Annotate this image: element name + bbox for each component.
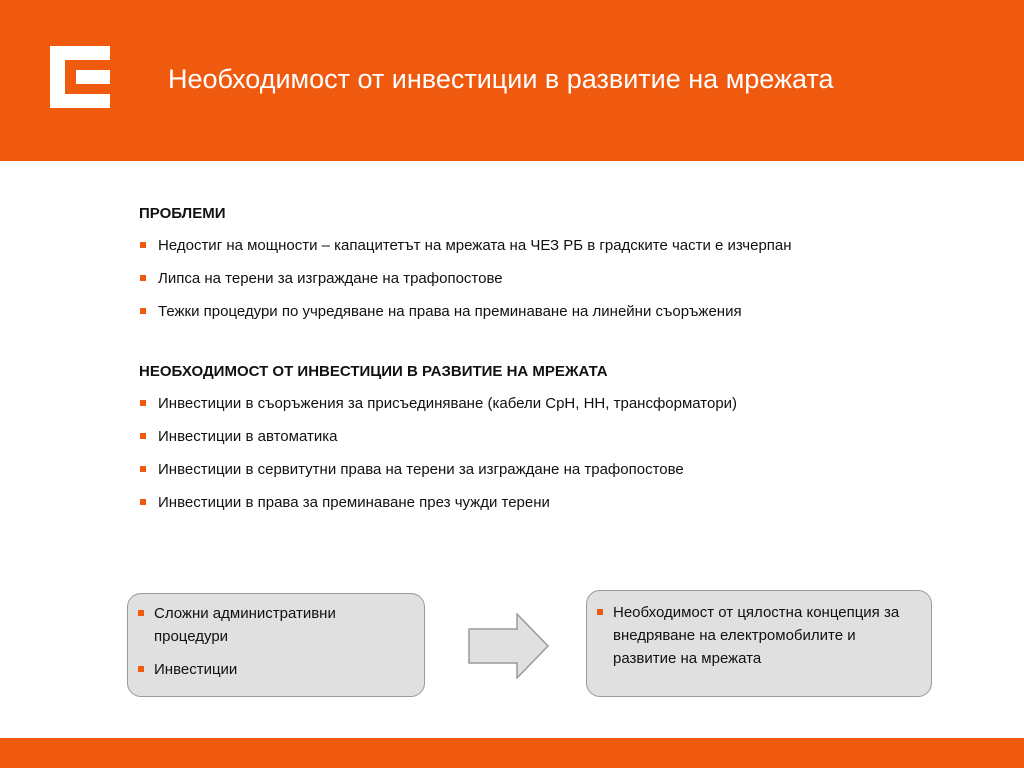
box-list-item [595,601,921,670]
section-heading: ПРОБЛЕМИ [139,205,226,222]
square-bullet-icon [140,242,146,248]
bullet-list [139,237,959,321]
box-item-text: Необходимост от цялостна концепция за внедряване на електромобилите и развитие на мрежата [613,604,900,667]
square-bullet-icon [138,610,144,616]
box-list-item [136,658,414,681]
square-bullet-icon [140,400,146,406]
box-item-text: Инвестиции [154,661,238,678]
section-heading: НЕОБХОДИМОСТ ОТ ИНВЕСТИЦИИ В РАЗВИТИЕ НА МРЕЖАТА [139,363,608,380]
footer-bar [0,738,1024,768]
header-bar [0,0,1024,161]
bullet-list [139,395,959,512]
square-bullet-icon [597,609,603,615]
square-bullet-icon [140,275,146,281]
page-title: Необходимост от инвестиции в развитие на мрежата [168,64,834,94]
list-item [139,270,959,288]
list-item [139,303,959,321]
list-item-text: Тежки процедури по учредяване на права на преминаване на линейни съоръжения [158,303,742,320]
square-bullet-icon [140,466,146,472]
list-item-text: Недостиг на мощности – капацитетът на мрежата на ЧЕЗ РБ в градските части е изчерпан [158,237,792,254]
list-item-text: Инвестиции в сервитутни права на терени за изграждане на трафопостове [158,461,684,478]
list-item-text: Инвестиции в автоматика [158,428,338,445]
list-item-text: Инвестиции в съоръжения за присъединяване (кабели СрН, НН, трансформатори) [158,395,738,412]
list-item-text: Липса на терени за изграждане на трафопостове [158,270,503,287]
cez-logo-icon [50,46,110,108]
right-arrow-icon [468,613,550,679]
list-item [139,395,959,413]
square-bullet-icon [140,499,146,505]
list-item [139,461,959,479]
challenges-box [127,593,425,697]
problems-section [139,205,959,321]
slide-content [139,205,959,512]
conclusion-box [586,590,932,697]
investments-section [139,363,959,512]
list-item [139,428,959,446]
list-item [139,237,959,255]
square-bullet-icon [140,433,146,439]
list-item-text: Инвестиции в права за преминаване през чужди терени [158,494,550,511]
square-bullet-icon [140,308,146,314]
box-list-item [136,602,414,648]
square-bullet-icon [138,666,144,672]
box-item-text: Сложни административни процедури [154,605,336,645]
list-item [139,494,959,512]
